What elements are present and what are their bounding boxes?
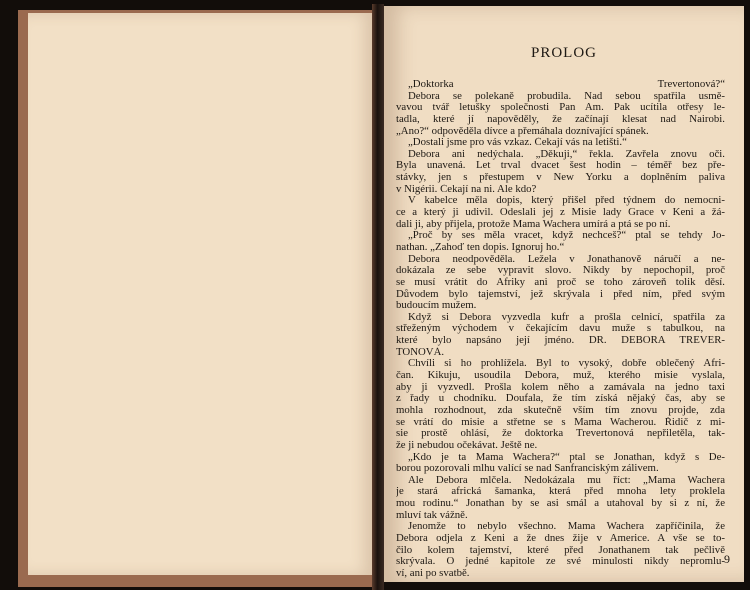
book-gutter: [372, 4, 384, 590]
text-line: je stará africká šamanka, která před mnoha lety proklela: [396, 486, 725, 498]
text-line: budoucím mužem.: [396, 300, 477, 312]
text-line: TONOVÁ.: [396, 346, 445, 358]
right-page: [384, 6, 744, 582]
text-line: Debora neodpověděla. Ležela v Jonathanově náručí a ne-: [408, 253, 725, 265]
prolog-text: [396, 79, 725, 580]
text-line: čan. Kikuju, usoudila Debora, muž, kterého misie vyslala,: [396, 370, 725, 382]
text-line: Ale Debora mlčela. Nedokázala mu říct: „Mama Wachera: [408, 474, 725, 486]
text-line: Byla unavená. Let trval dvacet šest hodin – téměř bez pře-: [396, 160, 725, 172]
text-line: V kabelce měla dopis, který přišel před týdnem do nemocni-: [408, 195, 725, 207]
text-line: „Doktorka Trevertonová?“: [408, 79, 725, 90]
text-line: že ji nebudou očekávat. Ještě ne.: [396, 439, 538, 451]
text-line: „Kdo je ta Mama Wachera?“ ptal se Jonathan, když s De-: [408, 451, 725, 463]
text-line: Debora ani nedýchala. „Děkuji,“ řekla. Zavřela znovu oči.: [408, 148, 725, 160]
text-line: v Nigérii. Čekají na ni. Ale kdo?: [396, 183, 537, 195]
page-number: 9: [724, 552, 730, 566]
text-line: tadla, které jí napověděly, že začínají klesat nad Nairobi.: [396, 113, 725, 125]
text-line: ce a který ji udivil. Odeslali jej z Misie lady Grace v Keni a žá-: [396, 207, 725, 219]
text-line: „Proč by ses měla vracet, když nechceš?“ ptal se tehdy Jo-: [408, 230, 725, 242]
left-page-blank: [28, 13, 374, 575]
text-line: se vrátí do misie a střetne se s Mama Wacherou. Řidič z mi-: [396, 416, 725, 428]
text-line: aby ji vyzvedl. Prošla kolem něho a zamávala na jedno taxi: [396, 381, 725, 393]
text-line: dali ji, aby přijela, protože Mama Wachera umírá a ptá se po ní.: [396, 218, 671, 230]
text-line: Když si Debora vyzvedla kufr a prošla celnicí, spatřila za: [408, 311, 725, 323]
text-line: ví, ani po svatbě.: [396, 567, 470, 579]
text-line: čilo kolem tajemství, které před Jonathanem tak pečlivě: [396, 544, 725, 556]
text-line: nathan. „Zahoď ten dopis. Ignoruj ho.“: [396, 241, 565, 253]
text-line: Debora se polekaně probudila. Nad sebou spatřila usmě-: [408, 90, 725, 102]
text-line: „Dostali jsme pro vás vzkaz. Čekají vás na letišti.“: [408, 137, 627, 149]
text-line: které bylo napsáno její jméno. DR. DEBORA TREVER-: [396, 335, 725, 347]
text-line: Důvodem bylo tajemství, jež skrývala i před ním, před svým: [396, 288, 725, 300]
text-line: Debora odjela z Keni a že dnes žije v Americe. A vše se to-: [396, 532, 725, 544]
text-line: mou rodinu.“ Jonathan by se asi smál a utahoval by si z ní, že: [396, 498, 725, 510]
text-line: Jenomže to nebylo všechno. Mama Wachera zapříčinila, že: [408, 521, 725, 533]
text-line: stávky, jen s přestupem v New Yorku a doplněním paliva: [396, 172, 725, 184]
text-line: střeženým východem v čekajícím davu muže s tabulkou, na: [396, 323, 725, 335]
text-line: „Ano?“ odpověděla dívce a přemáhala doznívající spánek.: [396, 125, 649, 137]
text-line: se musí vrátit do Afriky ani proč se toho zároveň tolik děsí.: [396, 276, 725, 288]
text-line: vavou tvář letušky společnosti Pan Am. Pak ucítila otřesy le-: [396, 102, 725, 114]
text-line: z řady u chodníku. Doufala, že tím získá nějaký čas, aby se: [396, 393, 725, 405]
text-line: sie prostě ohlásí, že doktorka Trevertonová nepřiletěla, tak-: [396, 428, 725, 440]
text-line: borou pozorovali mlhu valící se nad Sanfranciským zálivem.: [396, 463, 659, 475]
text-line: skrývala. O jedné kapitole ze své minulosti nikdy nepromlu-: [396, 556, 725, 568]
text-line: dokázala ze sebe vypravit slovo. Nikdy by nepochopil, proč: [396, 265, 725, 277]
text-line: mluví tak vážně.: [396, 509, 468, 521]
text-line: Chvíli si ho prohlížela. Byl to vysoký, dobře oblečený Afri-: [408, 358, 725, 370]
chapter-title: PROLOG: [530, 45, 597, 61]
text-line: mohla rozhodnout, zda skutečně vším tím znovu projde, zda: [396, 404, 725, 416]
